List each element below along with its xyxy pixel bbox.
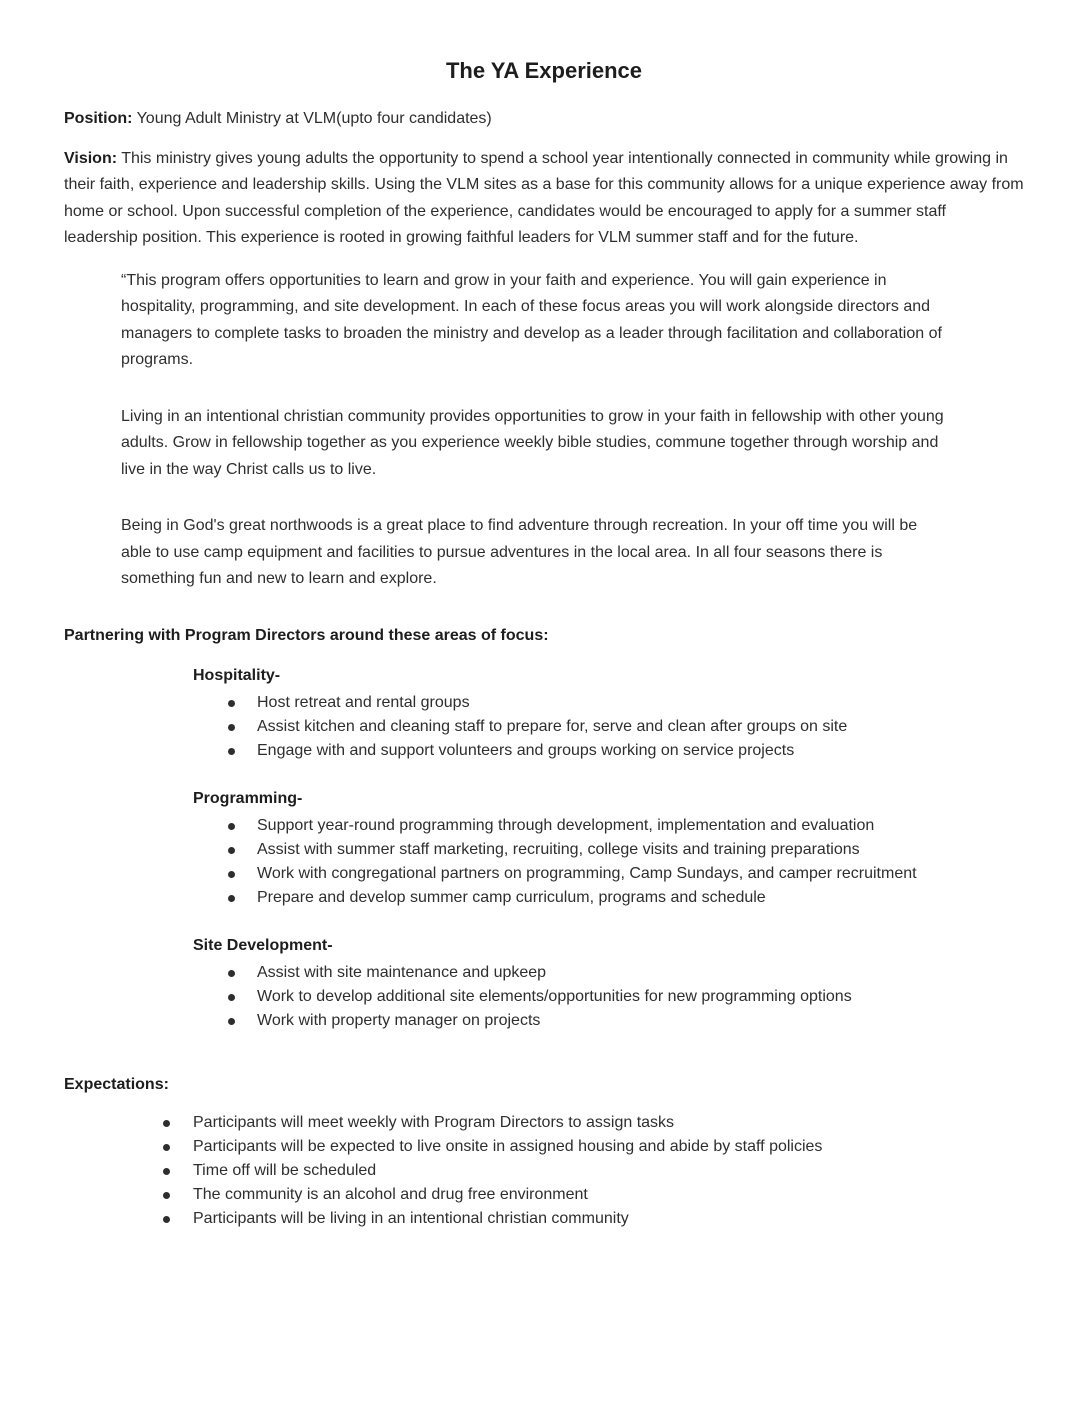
- bullet-icon: [228, 700, 235, 707]
- bullet-item-text: Engage with and support volunteers and groups working on service projects: [257, 741, 795, 759]
- list-item: [193, 1009, 1024, 1033]
- bullet-icon: [228, 895, 235, 902]
- position-text: Young Adult Ministry at VLM(upto four candidates): [132, 110, 492, 127]
- focus-area-title: Site Development-: [193, 936, 333, 954]
- bullet-item-text: Participants will be expected to live onsite in assigned housing and abide by staff policies: [193, 1137, 823, 1155]
- bullet-icon: [228, 724, 235, 731]
- indented-quote-block: [64, 268, 1024, 593]
- bullet-icon: [228, 847, 235, 854]
- bullet-icon: [163, 1144, 170, 1151]
- vision-text: This ministry gives young adults the opportunity to spend a school year intentionally connected in community while growing in their faith, experience and leadership skills. Using the VLM sites as a base for this community allows for a unique experience away from home or school. Upon successful completion of the experience, candidates would be encouraged to apply for a summer staff leadership position. This experience is rooted in growing faithful leaders for VLM summer staff and for the future.: [64, 149, 1024, 246]
- position-line: [64, 106, 1024, 133]
- list-item: [193, 985, 1024, 1009]
- bullet-icon: [228, 748, 235, 755]
- bullet-icon: [228, 970, 235, 977]
- document-title: The YA Experience: [445, 58, 643, 83]
- bullet-item-text: Work to develop additional site elements/opportunities for new programming options: [257, 987, 852, 1005]
- list-item: [193, 838, 1024, 862]
- focus-area-title: Hospitality-: [193, 666, 281, 684]
- vision-paragraph: [64, 146, 1024, 252]
- bullet-icon: [228, 994, 235, 1001]
- bullet-icon: [228, 823, 235, 830]
- bullet-item-text: Prepare and develop summer camp curriculum, programs and schedule: [257, 888, 766, 906]
- bullet-item-text: Support year-round programming through development, implementation and evaluation: [257, 816, 875, 834]
- list-item: [64, 1135, 1024, 1159]
- focus-area-hospitality: [193, 663, 1024, 763]
- bullet-item-text: Work with congregational partners on programming, Camp Sundays, and camper recruitment: [257, 864, 917, 882]
- position-label: Position:: [64, 110, 133, 127]
- expectations-heading: Expectations:: [64, 1075, 169, 1093]
- list-item: [64, 1159, 1024, 1183]
- focus-area-title: Programming-: [193, 789, 303, 807]
- list-item: [193, 739, 1024, 763]
- bullet-icon: [163, 1168, 170, 1175]
- bullet-item-text: Time off will be scheduled: [193, 1161, 377, 1179]
- list-item: [193, 961, 1024, 985]
- bullet-item-text: Assist with site maintenance and upkeep: [257, 963, 547, 981]
- list-item: [193, 814, 1024, 838]
- list-item: [193, 715, 1024, 739]
- bullet-item-text: Host retreat and rental groups: [257, 693, 470, 711]
- bullet-item-text: The community is an alcohol and drug free environment: [193, 1185, 588, 1203]
- bullet-icon: [163, 1216, 170, 1223]
- expectations-section: [64, 1072, 1024, 1231]
- bullet-item-text: Assist with summer staff marketing, recruiting, college visits and training preparations: [257, 840, 860, 858]
- bullet-item-text: Work with property manager on projects: [257, 1011, 541, 1029]
- bullet-icon: [163, 1192, 170, 1199]
- bullet-icon: [163, 1120, 170, 1127]
- vision-label: Vision:: [64, 149, 118, 167]
- bullet-item-text: Participants will be living in an intentional christian community: [193, 1209, 629, 1227]
- focus-area-programming: [193, 786, 1024, 910]
- bullet-icon: [228, 871, 235, 878]
- focus-area-site-development: [193, 933, 1024, 1033]
- bullet-item-text: Participants will meet weekly with Program Directors to assign tasks: [193, 1113, 675, 1131]
- list-item: [64, 1111, 1024, 1135]
- focus-section-heading: Partnering with Program Directors around these areas of focus:: [64, 626, 549, 644]
- quote-paragraph-1: “This program offers opportunities to learn and grow in your faith and experience. You will gain experience in hospitality, programming, and site development. In each of these focus areas you will work alongside directors and managers to complete tasks to broaden the ministry and develop as a leader through facilitation and collaboration of programs.: [121, 271, 942, 368]
- quote-paragraph-3: Being in God's great northwoods is a great place to find adventure through recreation. In your off time you will be able to use camp equipment and facilities to pursue adventures in the local area. In all four seasons there is something fun and new to learn and explore.: [121, 517, 918, 587]
- list-item: [193, 886, 1024, 910]
- list-item: [193, 862, 1024, 886]
- list-item: [64, 1183, 1024, 1207]
- list-item: [193, 691, 1024, 715]
- list-item: [64, 1207, 1024, 1231]
- bullet-icon: [228, 1018, 235, 1025]
- bullet-item-text: Assist kitchen and cleaning staff to prepare for, serve and clean after groups on site: [257, 717, 848, 735]
- quote-paragraph-2: Living in an intentional christian community provides opportunities to grow in your faith in fellowship with other young adults. Grow in fellowship together as you experience weekly bible studies, commune together through worship and live in the way Christ calls us to live.: [121, 407, 944, 478]
